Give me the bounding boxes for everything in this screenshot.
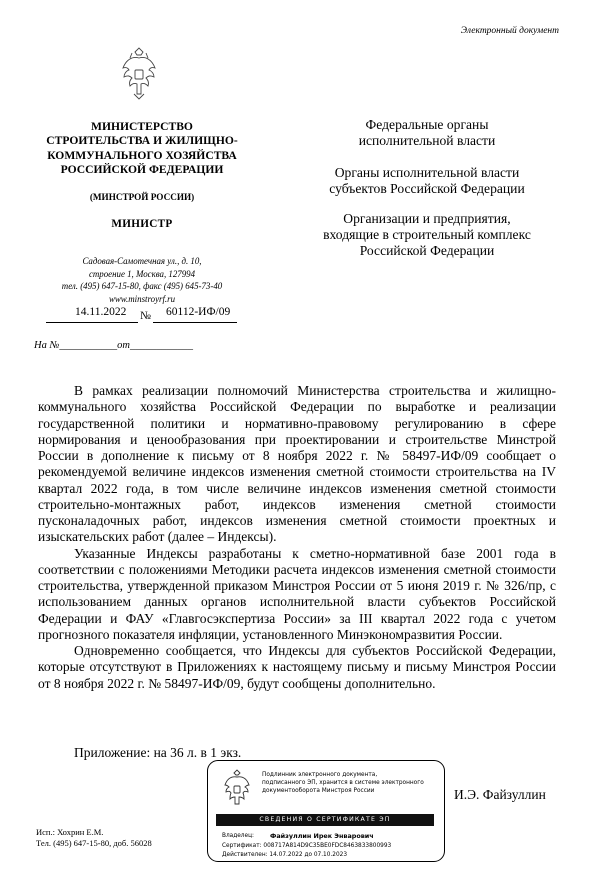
electronic-document-label: Электронный документ [460,26,559,36]
address-line: тел. (495) 647-15-80, факс (495) 645-73-40 [61,281,223,292]
registration-date: 14.11.2022 [75,306,127,318]
ministry-line: МИНИСТЕРСТВО [91,120,193,133]
coat-of-arms-icon [120,46,158,102]
address-line: Садовая-Самотечная ул., д. 10, [82,256,202,266]
registration-number: 60112-ИФ/09 [166,306,231,318]
sender-position: МИНИСТР [111,218,173,230]
body-paragraph: Одновременно сообщается, что Индексы для субъектов Российской Федерации, которые отсутствуют в Приложениях к настоящему письму и письму Минстроя России от 8 ноября 2022 г. № 58497-ИФ/09, будут сообщены дополнительно. [38,643,556,691]
executor-info [36,827,152,849]
letter-body [38,383,556,692]
attachment-note: Приложение: на 36 л. в 1 экз. [74,745,242,760]
date-underline [46,322,138,323]
sender-address [22,255,262,305]
executor-phone: Тел. (495) 647-15-80, доб. 56028 [36,838,152,848]
ministry-short-name: (МИНСТРОЙ РОССИИ) [89,192,195,202]
stamp-intro [262,771,424,795]
electronic-signature-stamp [207,760,445,862]
body-paragraph: Указанные Индексы разработаны к сметно-нормативной базе 2001 года в соответствии с положениями Методики расчета индексов изменения сметной стоимости строительства, утвержденной приказом Минстроя России от 5 июня 2019 г. № 326/пр, с использованием данных органов исполнительной власти субъектов Российской Федерации и ФАУ «Главгосэкспертиза России» за III квартал 2022 года с учетом прогнозного показателя инфляции, установленного Минэкономразвития России. [38,545,556,642]
address-line: www.minstroyrf.ru [108,293,176,304]
addressee-block [298,165,556,197]
ministry-name [22,120,262,178]
certificate-serial: Сертификат: 008717A814D9C35BE0FDC8463833800993 [222,843,392,849]
owner-label: Владелец: [222,833,254,839]
certificate-validity: Действителен: 14.07.2022 до 07.10.2023 [222,852,348,858]
executor-name: Исп.: Хохрин Е.М. [36,827,104,837]
signatory-name: И.Э. Файзуллин [454,787,546,802]
number-underline [153,322,237,323]
stamp-intro-line: документооборота Минстроя России [262,788,375,794]
addressee-block [298,117,556,149]
addressee-line: Органы исполнительной власти [334,165,520,180]
ministry-line: РОССИЙСКОЙ ФЕДЕРАЦИИ [60,163,224,177]
certificate-owner: Файзуллин Ирек Энварович [270,832,374,840]
registration-number-sign: № [140,310,151,322]
addressee-line: входящие в строительный комплекс [323,227,531,243]
addressee-line: Российской Федерации [359,243,495,259]
addressee-line: Федеральные органы [365,117,489,132]
address-line: строение 1, Москва, 127994 [88,268,196,279]
body-paragraph: В рамках реализации полномочий Министерства строительства и жилищно-коммунального хозяйства Российской Федерации по выработке и реализации государственной политики и нормативно-правовому регулированию в сфере нормирования и ценообразования при проектировании и строительстве Минстрой России в дополнение к письму от 8 ноября 2022 г. № 58497-ИФ/09 сообщает о рекомендуемой величине индексов изменения сметной стоимости строительства на IV квартал 2022 года, в том числе величине индексов изменения сметной стоимости строительно-монтажных работ, индексов изменения сметной стоимости пусконаладочных работ, индексов изменения сметной стоимости проектных и изыскательских работ (далее – Индексы). [38,383,556,545]
addressee-block [298,211,556,260]
certificate-band: СВЕДЕНИЯ О СЕРТИФИКАТЕ ЭП [216,814,434,826]
stamp-intro-line: подписанного ЭП, хранится в системе электронного [262,780,424,786]
stamp-intro-line: Подлинник электронного документа, [262,772,378,778]
ministry-line: КОММУНАЛЬНОГО ХОЗЯЙСТВА [47,148,237,162]
ministry-line: СТРОИТЕЛЬСТВА И ЖИЛИЩНО- [46,134,238,148]
addressee-line: исполнительной власти [358,133,496,149]
addressee-line: субъектов Российской Федерации [329,181,525,197]
addressee-line: Организации и предприятия, [343,211,511,226]
reply-reference: На №___________от____________ [34,340,193,351]
stamp-emblem-icon [222,769,252,809]
